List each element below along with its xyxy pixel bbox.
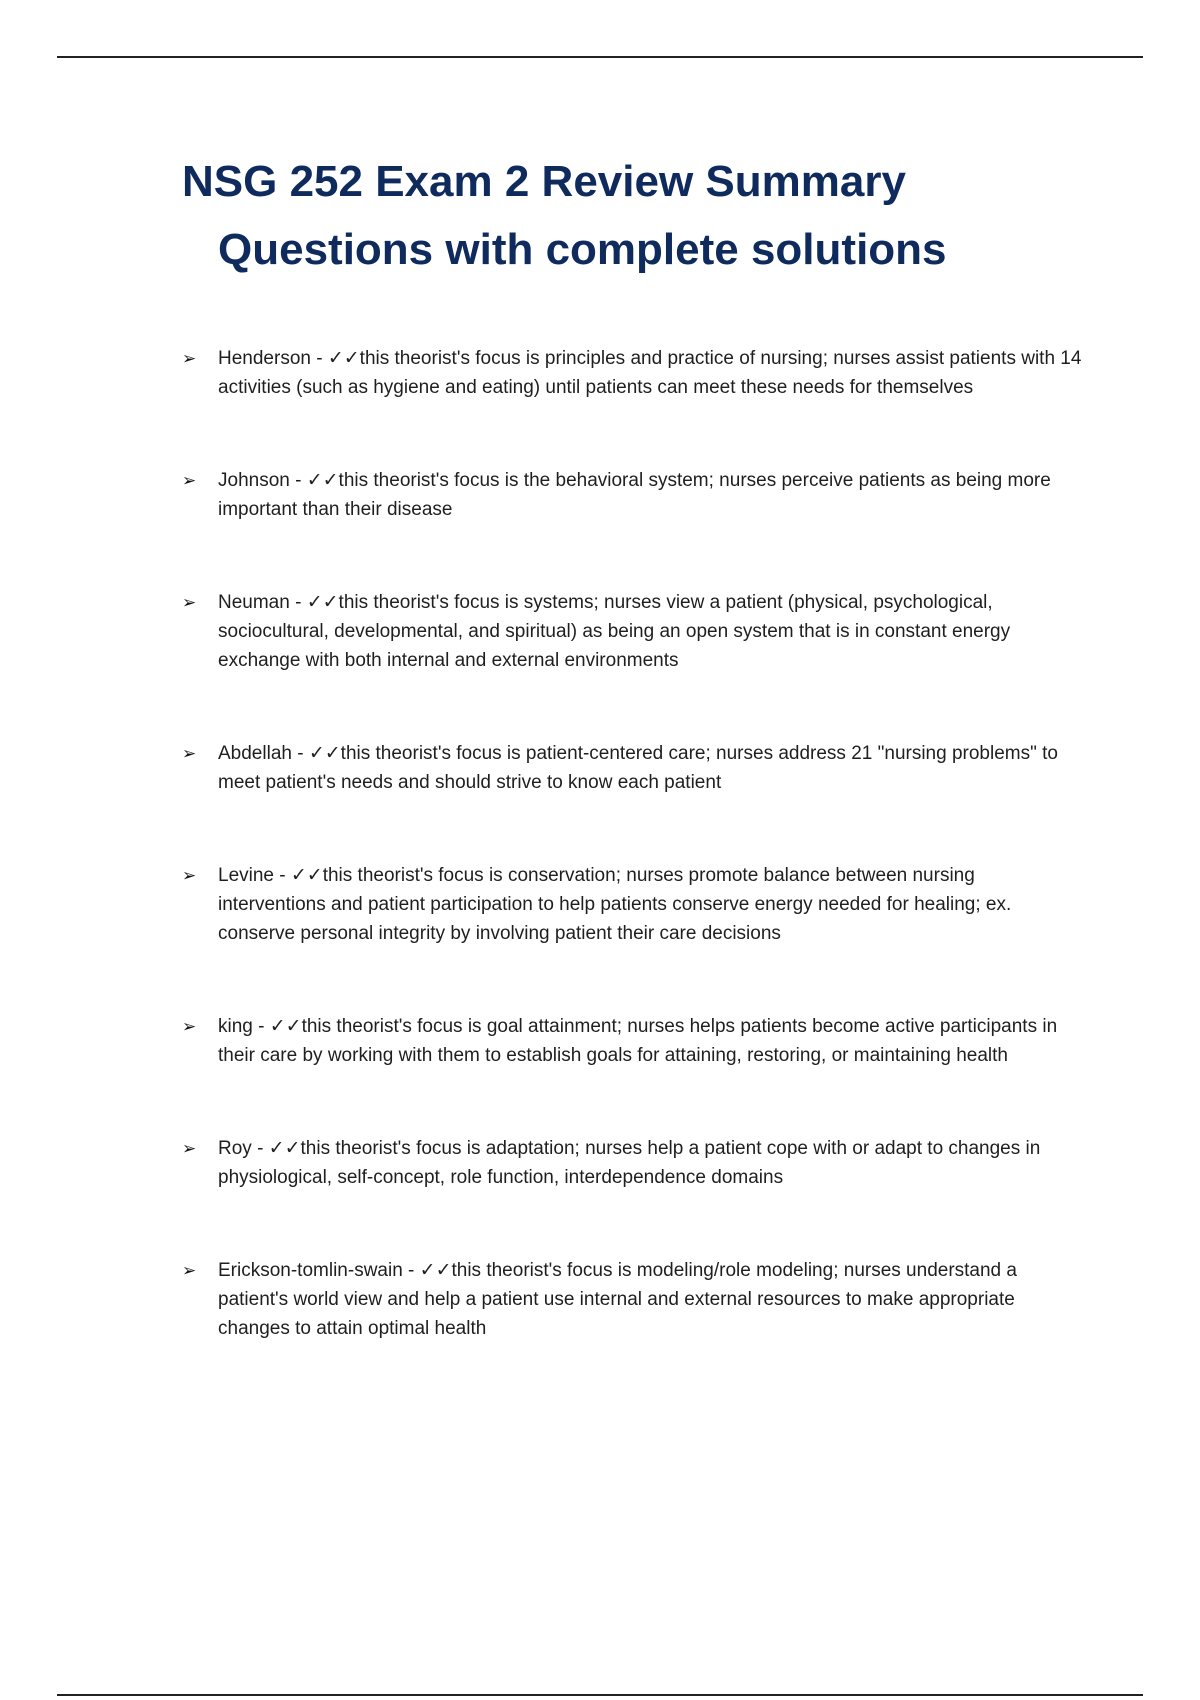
- list-item-text: king - ✓✓this theorist's focus is goal attainment; nurses helps patients become active participants in their care by working with them to establish goals for attaining, restoring, or maintaining health: [218, 1016, 1058, 1066]
- list-item: [182, 1134, 1082, 1192]
- list-item-text: Henderson - ✓✓this theorist's focus is principles and practice of nursing; nurses assist patients with 14 activities (such as hygiene and eating) until patients can meet these needs for themselves: [218, 348, 1082, 398]
- list-item-text: Erickson-tomlin-swain - ✓✓this theorist's focus is modeling/role modeling; nurses understand a patient's world view and help a patient use internal and external resources to make appropriate changes to attain optimal health: [218, 1260, 1017, 1339]
- list-item: [182, 466, 1082, 524]
- arrow-bullet-icon: ➢: [182, 1017, 197, 1036]
- list-item-text: Levine - ✓✓this theorist's focus is conservation; nurses promote balance between nursing interventions and patient participation to help patients conserve energy needed for healing; ex. conserve personal integrity by involving patient their care decisions: [218, 865, 1012, 944]
- arrow-bullet-icon: ➢: [182, 349, 197, 368]
- list-item-text: Abdellah - ✓✓this theorist's focus is patient-centered care; nurses address 21 "nursing problems" to meet patient's needs and should strive to know each patient: [218, 743, 1058, 793]
- list-item: [182, 1256, 1082, 1343]
- list-item-text: Johnson - ✓✓this theorist's focus is the behavioral system; nurses perceive patients as being more important than their disease: [218, 470, 1051, 520]
- page-title: [182, 148, 1082, 284]
- arrow-bullet-icon: ➢: [182, 866, 197, 885]
- page-title-line-1: NSG 252 Exam 2 Review Summary: [182, 157, 906, 206]
- arrow-bullet-icon: ➢: [182, 1139, 197, 1158]
- list-item: [182, 739, 1082, 797]
- bottom-divider: [57, 1694, 1143, 1696]
- arrow-bullet-icon: ➢: [182, 1261, 197, 1280]
- arrow-bullet-icon: ➢: [182, 471, 197, 490]
- list-item: [182, 344, 1082, 402]
- list-item: [182, 861, 1082, 948]
- arrow-bullet-icon: ➢: [182, 744, 197, 763]
- list-item-text: Roy - ✓✓this theorist's focus is adaptation; nurses help a patient cope with or adapt to changes in physiological, self-concept, role function, interdependence domains: [218, 1138, 1041, 1188]
- list-item: [182, 588, 1082, 675]
- list-item-text: Neuman - ✓✓this theorist's focus is systems; nurses view a patient (physical, psychological, sociocultural, developmental, and spiritual) as being an open system that is in constant energy exchange with both internal and external environments: [218, 592, 1011, 671]
- arrow-bullet-icon: ➢: [182, 593, 197, 612]
- page-title-line-2: Questions with complete solutions: [218, 225, 947, 274]
- list-item: [182, 1012, 1082, 1070]
- top-divider: [57, 56, 1143, 58]
- review-item-list: [182, 344, 1082, 1343]
